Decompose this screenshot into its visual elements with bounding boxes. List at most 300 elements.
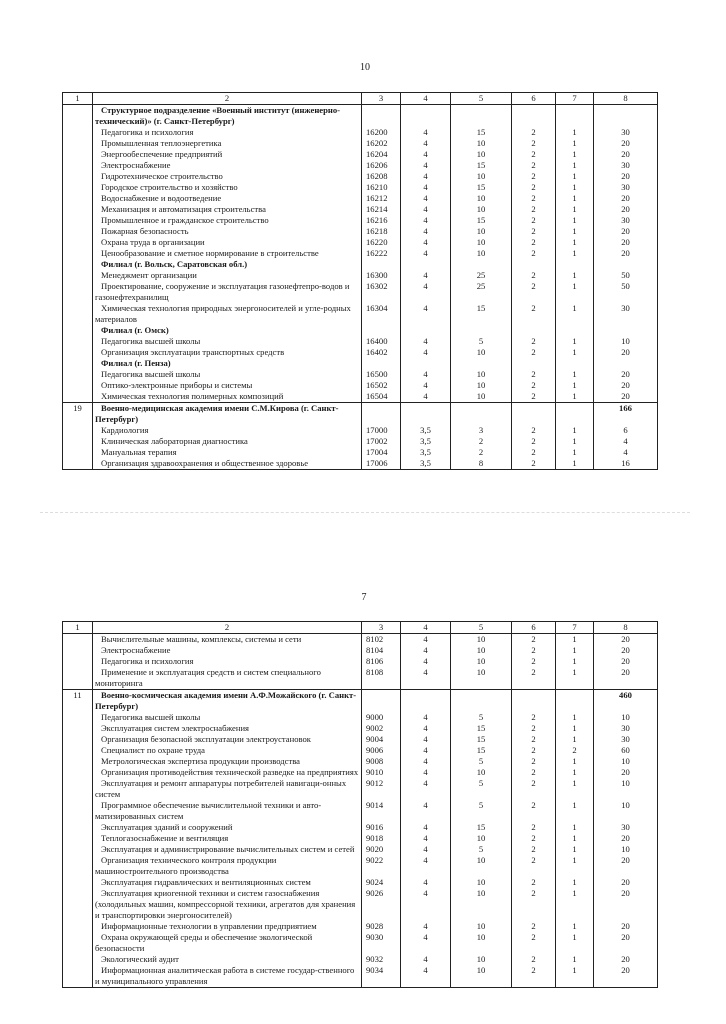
col-7-value: 1 bbox=[556, 138, 594, 149]
col-7-value bbox=[556, 690, 594, 713]
program-code: 9008 bbox=[362, 756, 401, 767]
col-8-value: 50 bbox=[594, 281, 658, 303]
col-4-value: 4 bbox=[401, 303, 451, 325]
col-5-value: 3 bbox=[451, 425, 512, 436]
program-name: Мануальная терапия bbox=[93, 447, 362, 458]
program-code: 16200 bbox=[362, 127, 401, 138]
program-name: Химическая технология полимерных композиций bbox=[93, 391, 362, 403]
section-row bbox=[63, 403, 658, 426]
program-name: Филиал (г. Вольск, Саратовская обл.) bbox=[93, 259, 362, 270]
col-8-value: 20 bbox=[594, 248, 658, 259]
col-6-value: 2 bbox=[512, 965, 556, 988]
column-header: 7 bbox=[556, 93, 594, 105]
col-4-value: 4 bbox=[401, 347, 451, 358]
program-code: 16210 bbox=[362, 182, 401, 193]
col-6-value: 2 bbox=[512, 281, 556, 303]
program-code: 16400 bbox=[362, 336, 401, 347]
col-7-value: 1 bbox=[556, 767, 594, 778]
program-name: Структурное подразделение «Военный институт (инженерно-технический)» (г. Санкт-Петербург) bbox=[93, 105, 362, 128]
col-7-value: 1 bbox=[556, 645, 594, 656]
column-header: 3 bbox=[362, 622, 401, 634]
col-4-value: 4 bbox=[401, 215, 451, 226]
program-code: 9032 bbox=[362, 954, 401, 965]
row-number bbox=[63, 237, 93, 248]
col-8-value: 20 bbox=[594, 634, 658, 646]
col-6-value: 2 bbox=[512, 160, 556, 171]
program-code: 16204 bbox=[362, 149, 401, 160]
col-5-value bbox=[451, 690, 512, 713]
program-code: 16302 bbox=[362, 281, 401, 303]
column-header: 6 bbox=[512, 622, 556, 634]
program-code bbox=[362, 105, 401, 128]
col-7-value: 1 bbox=[556, 160, 594, 171]
col-4-value: 4 bbox=[401, 656, 451, 667]
col-6-value: 2 bbox=[512, 182, 556, 193]
programs-table bbox=[62, 621, 658, 988]
row-number bbox=[63, 712, 93, 723]
col-8-value: 20 bbox=[594, 667, 658, 690]
col-5-value: 10 bbox=[451, 833, 512, 844]
col-5-value: 5 bbox=[451, 800, 512, 822]
col-7-value: 1 bbox=[556, 734, 594, 745]
row-number bbox=[63, 215, 93, 226]
col-7-value: 1 bbox=[556, 182, 594, 193]
col-4-value: 4 bbox=[401, 855, 451, 877]
col-8-value: 20 bbox=[594, 888, 658, 921]
table-row bbox=[63, 756, 658, 767]
col-8-value: 20 bbox=[594, 237, 658, 248]
col-4-value bbox=[401, 325, 451, 336]
col-5-value: 15 bbox=[451, 723, 512, 734]
col-6-value: 2 bbox=[512, 712, 556, 723]
col-7-value: 1 bbox=[556, 921, 594, 932]
program-code: 9022 bbox=[362, 855, 401, 877]
row-number bbox=[63, 226, 93, 237]
table-row bbox=[63, 436, 658, 447]
program-code bbox=[362, 325, 401, 336]
col-5-value: 10 bbox=[451, 248, 512, 259]
col-5-value: 10 bbox=[451, 888, 512, 921]
row-number bbox=[63, 138, 93, 149]
col-4-value: 4 bbox=[401, 237, 451, 248]
col-5-value: 10 bbox=[451, 954, 512, 965]
col-8-value: 20 bbox=[594, 965, 658, 988]
col-7-value: 1 bbox=[556, 336, 594, 347]
row-number bbox=[63, 193, 93, 204]
col-6-value bbox=[512, 325, 556, 336]
column-header: 4 bbox=[401, 93, 451, 105]
col-6-value: 2 bbox=[512, 734, 556, 745]
program-name: Эксплуатация систем электроснабжения bbox=[93, 723, 362, 734]
program-name: Педагогика и психология bbox=[93, 656, 362, 667]
col-5-value bbox=[451, 325, 512, 336]
page-number: 10 bbox=[360, 62, 370, 73]
col-4-value bbox=[401, 259, 451, 270]
program-code bbox=[362, 358, 401, 369]
col-5-value: 10 bbox=[451, 767, 512, 778]
col-5-value: 10 bbox=[451, 380, 512, 391]
program-code: 16222 bbox=[362, 248, 401, 259]
table-row bbox=[63, 656, 658, 667]
row-number bbox=[63, 425, 93, 436]
col-7-value: 1 bbox=[556, 667, 594, 690]
col-8-value: 20 bbox=[594, 204, 658, 215]
col-7-value bbox=[556, 105, 594, 128]
program-name: Эксплуатация и администрирование вычислительных систем и сетей bbox=[93, 844, 362, 855]
row-number bbox=[63, 303, 93, 325]
program-name: Программное обеспечение вычислительной техники и авто-матизированных систем bbox=[93, 800, 362, 822]
col-8-value bbox=[594, 259, 658, 270]
table-row bbox=[63, 237, 658, 248]
program-code: 9020 bbox=[362, 844, 401, 855]
col-5-value: 10 bbox=[451, 855, 512, 877]
table-row bbox=[63, 447, 658, 458]
program-code: 9012 bbox=[362, 778, 401, 800]
table-row bbox=[63, 921, 658, 932]
program-name: Педагогика высшей школы bbox=[93, 712, 362, 723]
col-5-value: 5 bbox=[451, 844, 512, 855]
program-code: 16300 bbox=[362, 270, 401, 281]
col-4-value: 4 bbox=[401, 391, 451, 403]
col-8-value: 30 bbox=[594, 215, 658, 226]
col-8-value: 10 bbox=[594, 800, 658, 822]
col-4-value: 3,5 bbox=[401, 447, 451, 458]
row-number bbox=[63, 447, 93, 458]
col-6-value: 2 bbox=[512, 645, 556, 656]
col-7-value: 1 bbox=[556, 127, 594, 138]
col-5-value: 25 bbox=[451, 270, 512, 281]
table-header-row bbox=[63, 622, 658, 634]
col-8-value: 30 bbox=[594, 303, 658, 325]
table-row bbox=[63, 248, 658, 259]
col-8-value: 10 bbox=[594, 336, 658, 347]
table-row bbox=[63, 954, 658, 965]
col-4-value: 4 bbox=[401, 756, 451, 767]
col-6-value: 2 bbox=[512, 877, 556, 888]
col-5-value: 10 bbox=[451, 667, 512, 690]
program-code: 9016 bbox=[362, 822, 401, 833]
col-4-value: 4 bbox=[401, 888, 451, 921]
program-name: Промышленное и гражданское строительство bbox=[93, 215, 362, 226]
col-7-value: 1 bbox=[556, 833, 594, 844]
program-name: Педагогика высшей школы bbox=[93, 369, 362, 380]
table-header-row bbox=[63, 93, 658, 105]
col-5-value: 10 bbox=[451, 645, 512, 656]
col-5-value: 10 bbox=[451, 921, 512, 932]
col-6-value: 2 bbox=[512, 270, 556, 281]
col-8-value: 50 bbox=[594, 270, 658, 281]
program-name: Менеджмент организации bbox=[93, 270, 362, 281]
col-4-value: 3,5 bbox=[401, 436, 451, 447]
col-6-value: 2 bbox=[512, 127, 556, 138]
program-code: 9026 bbox=[362, 888, 401, 921]
col-7-value bbox=[556, 358, 594, 369]
col-8-value: 30 bbox=[594, 127, 658, 138]
program-name: Водоснабжение и водоотведение bbox=[93, 193, 362, 204]
program-code: 9028 bbox=[362, 921, 401, 932]
col-6-value: 2 bbox=[512, 855, 556, 877]
section-row bbox=[63, 358, 658, 369]
program-name: Кардиология bbox=[93, 425, 362, 436]
col-7-value: 1 bbox=[556, 248, 594, 259]
col-6-value: 2 bbox=[512, 204, 556, 215]
col-4-value: 4 bbox=[401, 767, 451, 778]
table-row bbox=[63, 204, 658, 215]
col-4-value: 4 bbox=[401, 822, 451, 833]
col-6-value: 2 bbox=[512, 888, 556, 921]
row-number bbox=[63, 380, 93, 391]
table-row bbox=[63, 877, 658, 888]
row-number bbox=[63, 436, 93, 447]
program-name: Эксплуатация гидравлических и вентиляционных систем bbox=[93, 877, 362, 888]
col-5-value bbox=[451, 105, 512, 128]
col-4-value: 4 bbox=[401, 954, 451, 965]
program-code: 16216 bbox=[362, 215, 401, 226]
program-code: 17002 bbox=[362, 436, 401, 447]
table-row bbox=[63, 634, 658, 646]
program-name: Городское строительство и хозяйство bbox=[93, 182, 362, 193]
col-5-value: 5 bbox=[451, 712, 512, 723]
col-7-value: 1 bbox=[556, 888, 594, 921]
col-6-value: 2 bbox=[512, 248, 556, 259]
col-8-value: 166 bbox=[594, 403, 658, 426]
col-8-value: 20 bbox=[594, 171, 658, 182]
col-8-value: 6 bbox=[594, 425, 658, 436]
row-number bbox=[63, 723, 93, 734]
row-number bbox=[63, 756, 93, 767]
col-6-value bbox=[512, 259, 556, 270]
col-6-value: 2 bbox=[512, 634, 556, 646]
col-5-value: 10 bbox=[451, 932, 512, 954]
program-code: 9014 bbox=[362, 800, 401, 822]
program-code: 8102 bbox=[362, 634, 401, 646]
program-name: Применение и эксплуатация средств и систем специального мониторинга bbox=[93, 667, 362, 690]
col-7-value bbox=[556, 403, 594, 426]
program-name: Педагогика высшей школы bbox=[93, 336, 362, 347]
col-6-value bbox=[512, 105, 556, 128]
col-6-value: 2 bbox=[512, 447, 556, 458]
col-8-value: 10 bbox=[594, 778, 658, 800]
col-4-value: 4 bbox=[401, 226, 451, 237]
table-row bbox=[63, 380, 658, 391]
col-8-value: 20 bbox=[594, 380, 658, 391]
program-name: Эксплуатация и ремонт аппаратуры потребителей навигаци-онных систем bbox=[93, 778, 362, 800]
table-row bbox=[63, 667, 658, 690]
program-name: Электроснабжение bbox=[93, 160, 362, 171]
program-name: Химическая технология природных энергоносителей и угле-родных материалов bbox=[93, 303, 362, 325]
col-7-value: 1 bbox=[556, 447, 594, 458]
col-8-value: 20 bbox=[594, 855, 658, 877]
col-7-value: 1 bbox=[556, 193, 594, 204]
col-7-value: 1 bbox=[556, 877, 594, 888]
page-number: 7 bbox=[361, 592, 367, 603]
row-number bbox=[63, 800, 93, 822]
program-code: 9018 bbox=[362, 833, 401, 844]
col-7-value: 1 bbox=[556, 965, 594, 988]
program-code: 9010 bbox=[362, 767, 401, 778]
col-4-value: 4 bbox=[401, 380, 451, 391]
col-7-value: 1 bbox=[556, 226, 594, 237]
col-8-value: 20 bbox=[594, 656, 658, 667]
program-code: 8104 bbox=[362, 645, 401, 656]
col-6-value: 2 bbox=[512, 380, 556, 391]
program-name: Организация безопасной эксплуатации электроустановок bbox=[93, 734, 362, 745]
program-code: 16214 bbox=[362, 204, 401, 215]
col-8-value: 30 bbox=[594, 723, 658, 734]
col-5-value: 15 bbox=[451, 127, 512, 138]
table-row bbox=[63, 347, 658, 358]
col-8-value bbox=[594, 105, 658, 128]
col-4-value bbox=[401, 403, 451, 426]
col-8-value: 20 bbox=[594, 347, 658, 358]
program-code: 8108 bbox=[362, 667, 401, 690]
row-number bbox=[63, 160, 93, 171]
col-4-value: 4 bbox=[401, 833, 451, 844]
col-5-value: 5 bbox=[451, 336, 512, 347]
table-row bbox=[63, 932, 658, 954]
program-code: 16220 bbox=[362, 237, 401, 248]
col-4-value: 3,5 bbox=[401, 458, 451, 470]
program-name: Информационные технологии в управлении предприятием bbox=[93, 921, 362, 932]
col-5-value: 10 bbox=[451, 347, 512, 358]
program-name: Охрана труда в организации bbox=[93, 237, 362, 248]
table-row bbox=[63, 833, 658, 844]
table-row bbox=[63, 734, 658, 745]
table-row bbox=[63, 745, 658, 756]
row-number bbox=[63, 204, 93, 215]
program-name: Ценообразование и сметное нормирование в строительстве bbox=[93, 248, 362, 259]
row-number bbox=[63, 105, 93, 128]
col-4-value: 4 bbox=[401, 270, 451, 281]
program-name: Клиническая лабораторная диагностика bbox=[93, 436, 362, 447]
table-row bbox=[63, 149, 658, 160]
program-name: Электроснабжение bbox=[93, 645, 362, 656]
col-6-value: 2 bbox=[512, 833, 556, 844]
table-row bbox=[63, 723, 658, 734]
program-name: Организация противодействия технической разведке на предприятиях bbox=[93, 767, 362, 778]
col-8-value: 20 bbox=[594, 149, 658, 160]
row-number bbox=[63, 281, 93, 303]
table-row bbox=[63, 160, 658, 171]
col-6-value: 2 bbox=[512, 171, 556, 182]
program-code bbox=[362, 259, 401, 270]
col-6-value: 2 bbox=[512, 756, 556, 767]
col-5-value bbox=[451, 358, 512, 369]
col-5-value: 10 bbox=[451, 171, 512, 182]
col-6-value: 2 bbox=[512, 436, 556, 447]
col-6-value: 2 bbox=[512, 347, 556, 358]
column-header: 2 bbox=[93, 622, 362, 634]
section-row bbox=[63, 325, 658, 336]
program-name: Теплогазоснабжение и вентиляция bbox=[93, 833, 362, 844]
table-row bbox=[63, 645, 658, 656]
col-8-value: 20 bbox=[594, 645, 658, 656]
row-number bbox=[63, 259, 93, 270]
section-row bbox=[63, 105, 658, 128]
col-4-value: 4 bbox=[401, 204, 451, 215]
col-7-value: 1 bbox=[556, 281, 594, 303]
program-name: Информационная аналитическая работа в системе государ-ственного и муниципального управления bbox=[93, 965, 362, 988]
col-8-value bbox=[594, 358, 658, 369]
col-7-value: 1 bbox=[556, 303, 594, 325]
program-code: 9034 bbox=[362, 965, 401, 988]
section-row bbox=[63, 259, 658, 270]
col-5-value: 15 bbox=[451, 745, 512, 756]
col-7-value: 1 bbox=[556, 171, 594, 182]
table-row bbox=[63, 171, 658, 182]
program-name: Эксплуатация криогенной техники и систем газоснабжения (холодильных машин, компрессорной техники, агрегатов для хранения и транспортировки энергоносителей) bbox=[93, 888, 362, 921]
program-code: 9024 bbox=[362, 877, 401, 888]
col-6-value: 2 bbox=[512, 369, 556, 380]
col-6-value bbox=[512, 403, 556, 426]
table-row bbox=[63, 226, 658, 237]
program-code: 16502 bbox=[362, 380, 401, 391]
col-5-value: 10 bbox=[451, 965, 512, 988]
col-7-value: 1 bbox=[556, 369, 594, 380]
col-6-value bbox=[512, 358, 556, 369]
column-header: 8 bbox=[594, 622, 658, 634]
program-code: 8106 bbox=[362, 656, 401, 667]
col-4-value: 4 bbox=[401, 171, 451, 182]
col-7-value: 1 bbox=[556, 149, 594, 160]
program-name: Военно-космическая академия имени А.Ф.Можайского (г. Санкт-Петербург) bbox=[93, 690, 362, 713]
program-name: Организация технического контроля продукции машиностроительного производства bbox=[93, 855, 362, 877]
col-5-value bbox=[451, 259, 512, 270]
program-code: 16504 bbox=[362, 391, 401, 403]
col-6-value: 2 bbox=[512, 391, 556, 403]
col-5-value: 5 bbox=[451, 778, 512, 800]
col-8-value: 4 bbox=[594, 436, 658, 447]
row-number bbox=[63, 634, 93, 646]
col-7-value: 1 bbox=[556, 844, 594, 855]
col-4-value: 4 bbox=[401, 712, 451, 723]
program-code: 9004 bbox=[362, 734, 401, 745]
col-4-value: 4 bbox=[401, 248, 451, 259]
program-code: 16304 bbox=[362, 303, 401, 325]
col-7-value: 1 bbox=[556, 855, 594, 877]
col-7-value: 1 bbox=[556, 237, 594, 248]
col-7-value bbox=[556, 325, 594, 336]
col-8-value: 4 bbox=[594, 447, 658, 458]
program-name: Вычислительные машины, комплексы, системы и сети bbox=[93, 634, 362, 646]
program-name: Филиал (г. Омск) bbox=[93, 325, 362, 336]
col-4-value: 4 bbox=[401, 877, 451, 888]
row-number: 11 bbox=[63, 690, 93, 713]
program-name: Специалист по охране труда bbox=[93, 745, 362, 756]
col-6-value: 2 bbox=[512, 458, 556, 470]
column-header: 1 bbox=[63, 93, 93, 105]
table-row bbox=[63, 138, 658, 149]
col-4-value: 4 bbox=[401, 723, 451, 734]
program-code: 9002 bbox=[362, 723, 401, 734]
col-8-value: 60 bbox=[594, 745, 658, 756]
row-number bbox=[63, 844, 93, 855]
program-code: 17006 bbox=[362, 458, 401, 470]
col-7-value: 1 bbox=[556, 634, 594, 646]
program-code bbox=[362, 403, 401, 426]
row-number bbox=[63, 888, 93, 921]
col-6-value: 2 bbox=[512, 954, 556, 965]
col-4-value: 4 bbox=[401, 734, 451, 745]
row-number bbox=[63, 932, 93, 954]
col-7-value: 2 bbox=[556, 745, 594, 756]
col-4-value: 4 bbox=[401, 667, 451, 690]
row-number bbox=[63, 336, 93, 347]
col-5-value: 10 bbox=[451, 193, 512, 204]
col-6-value bbox=[512, 690, 556, 713]
col-7-value: 1 bbox=[556, 932, 594, 954]
program-code: 16218 bbox=[362, 226, 401, 237]
